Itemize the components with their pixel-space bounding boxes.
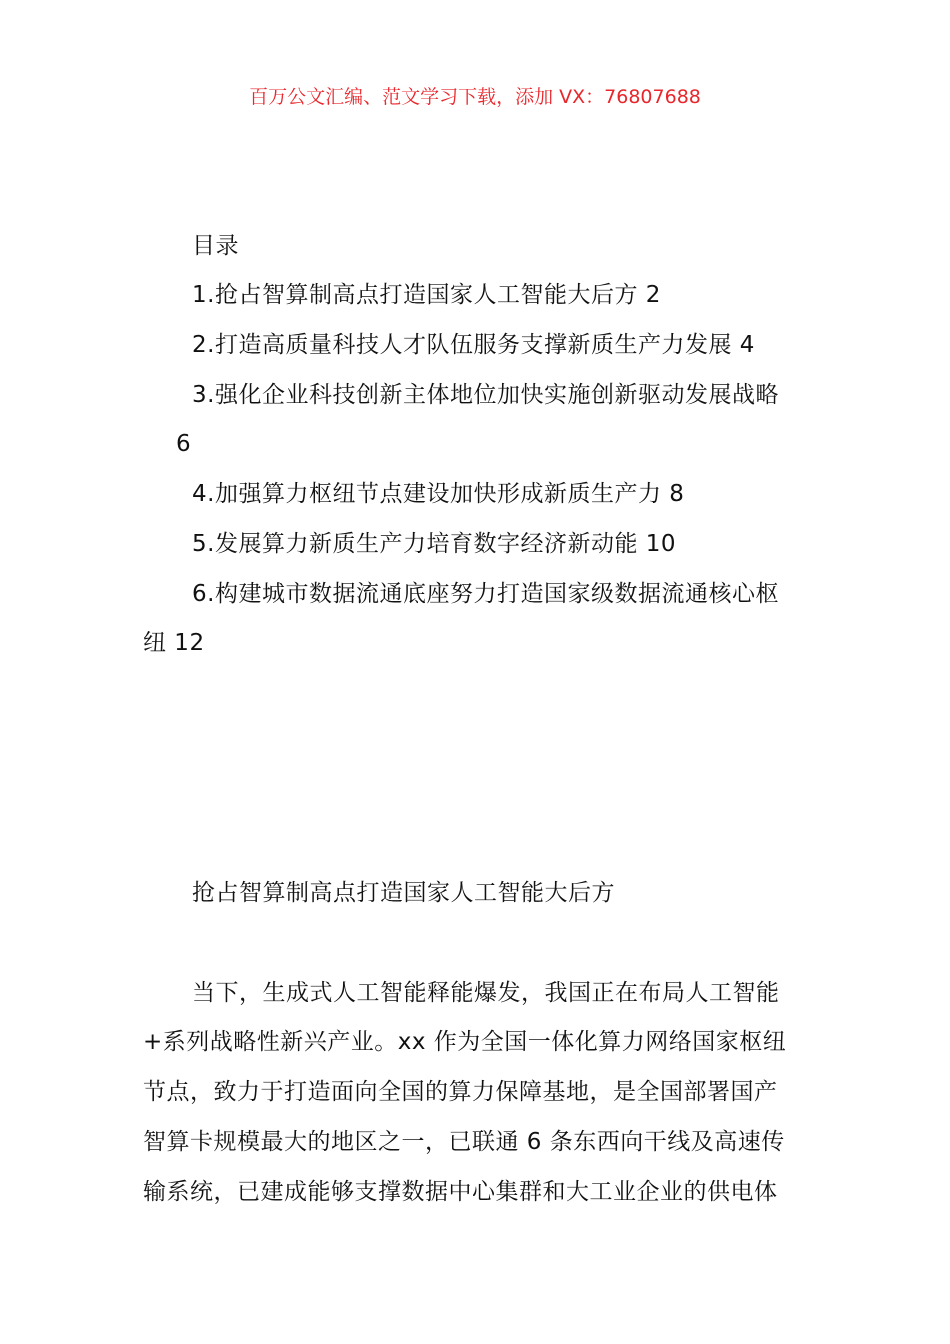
paragraph-line: +系列战略性新兴产业。xx 作为全国一体化算力网络国家枢纽 bbox=[143, 1029, 787, 1055]
header-watermark: 百万公文汇编、范文学习下载，添加 VX：76807688 bbox=[249, 86, 701, 108]
toc-entry[interactable]: 1.抢占智算制高点打造国家人工智能大后方 2 bbox=[192, 282, 661, 308]
toc-entry-continuation[interactable]: 纽 12 bbox=[143, 630, 205, 656]
paragraph-line: 输系统，已建成能够支撑数据中心集群和大工业企业的供电体 bbox=[143, 1179, 778, 1205]
paragraph-line: 智算卡规模最大的地区之一，已联通 6 条东西向干线及高速传 bbox=[143, 1129, 785, 1155]
toc-entry[interactable]: 4.加强算力枢纽节点建设加快形成新质生产力 8 bbox=[192, 481, 685, 507]
paragraph-line: 当下，生成式人工智能释能爆发，我国正在布局人工智能 bbox=[192, 980, 780, 1006]
toc-entry[interactable]: 3.强化企业科技创新主体地位加快实施创新驱动发展战略 bbox=[192, 382, 779, 408]
toc-entry-page[interactable]: 6 bbox=[176, 431, 192, 457]
article-heading: 抢占智算制高点打造国家人工智能大后方 bbox=[192, 880, 615, 906]
toc-entry[interactable]: 5.发展算力新质生产力培育数字经济新动能 10 bbox=[192, 531, 677, 557]
toc-entry[interactable]: 2.打造高质量科技人才队伍服务支撑新质生产力发展 4 bbox=[192, 332, 755, 358]
toc-entry[interactable]: 6.构建城市数据流通底座努力打造国家级数据流通核心枢 bbox=[192, 581, 779, 607]
paragraph-line: 节点，致力于打造面向全国的算力保障基地，是全国部署国产 bbox=[143, 1079, 778, 1105]
toc-title: 目录 bbox=[192, 233, 239, 259]
